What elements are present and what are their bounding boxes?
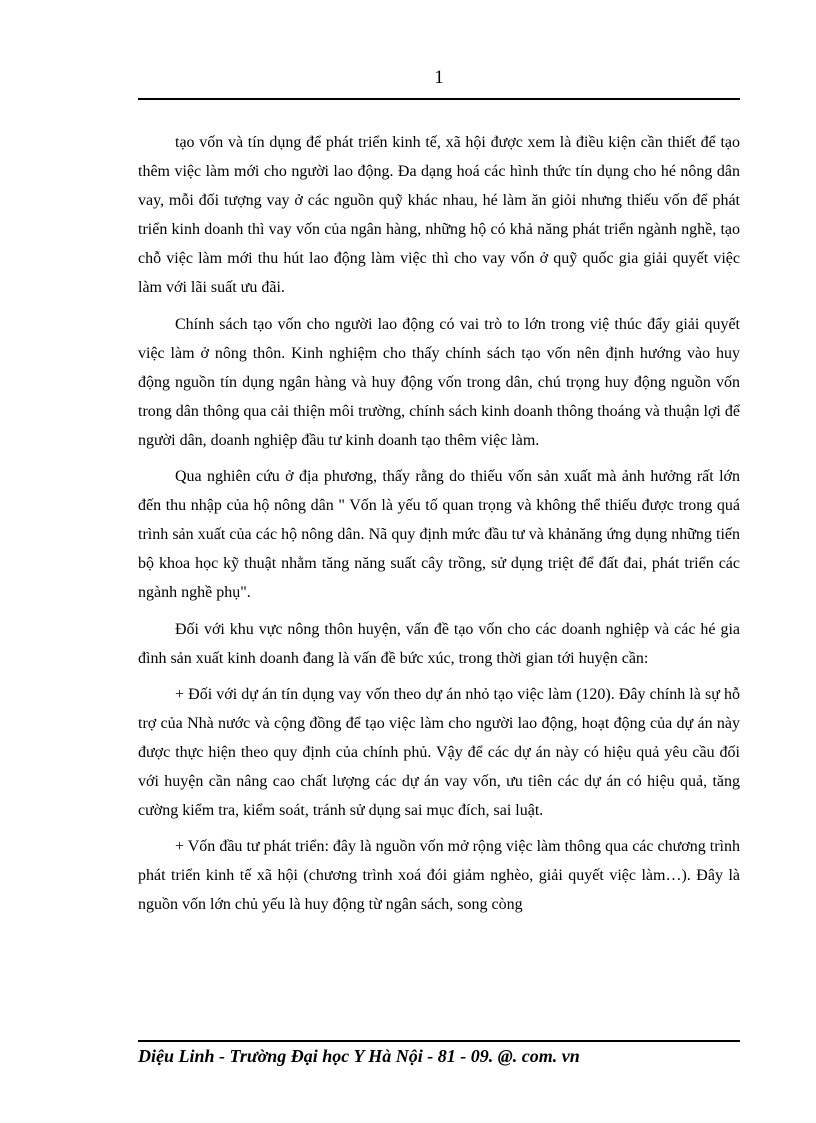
- paragraph-4: Đối với khu vực nông thôn huyện, vấn đề tạo vốn cho các doanh nghiệp và các hé gia đình sản xuất kinh doanh đang là vấn đề bức xúc, trong thời gian tới huyện cần:: [138, 620, 740, 667]
- paragraph-3: Qua nghiên cứu ở địa phương, thấy rằng do thiếu vốn sản xuất mà ảnh hưởng rất lớn đến thu nhập của hộ nông dân " Vốn là yếu tố quan trọng và không thể thiếu được trong quá trình sản xuất của các hộ nông dân. Nã quy định mức đầu tư và khảnăng ứng dụng những tiến bộ khoa học kỹ thuật nhằm tăng năng suất cây trồng, sử dụng triệt để đất đai, phát triển các ngành nghề phụ".: [138, 468, 740, 602]
- body-text: [138, 128, 740, 926]
- paragraph-5: + Đối với dự án tín dụng vay vốn theo dự án nhỏ tạo việc làm (120). Đây chính là sự hỗ trợ của Nhà nước và cộng đồng để tạo việc làm cho người lao động, hoạt động của dự án này được thực hiện theo quy định của chính phủ. Vậy để các dự án này có hiệu quả yêu cầu đối với huyện cần nâng cao chất lượng các dự án vay vốn, ưu tiên các dự án có hiệu quả, tăng cường kiểm tra, kiểm soát, tránh sử dụng sai mục đích, sai luật.: [138, 685, 740, 820]
- paragraph-2: Chính sách tạo vốn cho người lao động có vai trò to lớn trong việ thúc đẩy giải quyết việc làm ở nông thôn. Kinh nghiệm cho thấy chính sách tạo vốn nên định hướng vào huy động nguồn tín dụng ngân hàng và huy động vốn trong dân, chú trọng huy động nguồn vốn trong dân thông qua cải thiện môi trường, chính sách kinh doanh thông thoáng và thuận lợi để người dân, doanh nghiệp đầu tư kinh doanh tạo thêm việc làm.: [138, 315, 740, 449]
- footer-rule: [138, 1040, 740, 1042]
- paragraph-1: tạo vốn và tín dụng để phát triển kinh tế, xã hội được xem là điều kiện cần thiết để tạo thêm việc làm mới cho người lao động. Đa dạng hoá các hình thức tín dụng cho hé nông dân vay, mỗi đối tượng vay ở các nguồn quỹ khác nhau, hé làm ăn giỏi nhưng thiếu vốn để phát triển kinh doanh thì vay vốn của ngân hàng, những hộ có khả năng phát triển ngành nghề, tạo chỗ việc làm mới thu hút lao động làm việc thì cho vay vốn ở quỹ quốc gia giải quyết việc làm với lãi suất ưu đãi.: [138, 134, 740, 297]
- page-number: 1: [434, 67, 444, 88]
- paragraph-6: + Vốn đầu tư phát triển: đây là nguồn vốn mở rộng việc làm thông qua các chương trình phát triển kinh tế xã hội (chương trình xoá đói giảm nghèo, giải quyết việc làm…). Đây là nguồn vốn lớn chủ yếu là huy động từ ngân sách, song còng: [138, 838, 740, 914]
- header-rule: [138, 98, 740, 100]
- footer-text: Diệu Linh - Trường Đại học Y Hà Nội - 81 - 09. @. com. vn: [138, 1046, 580, 1066]
